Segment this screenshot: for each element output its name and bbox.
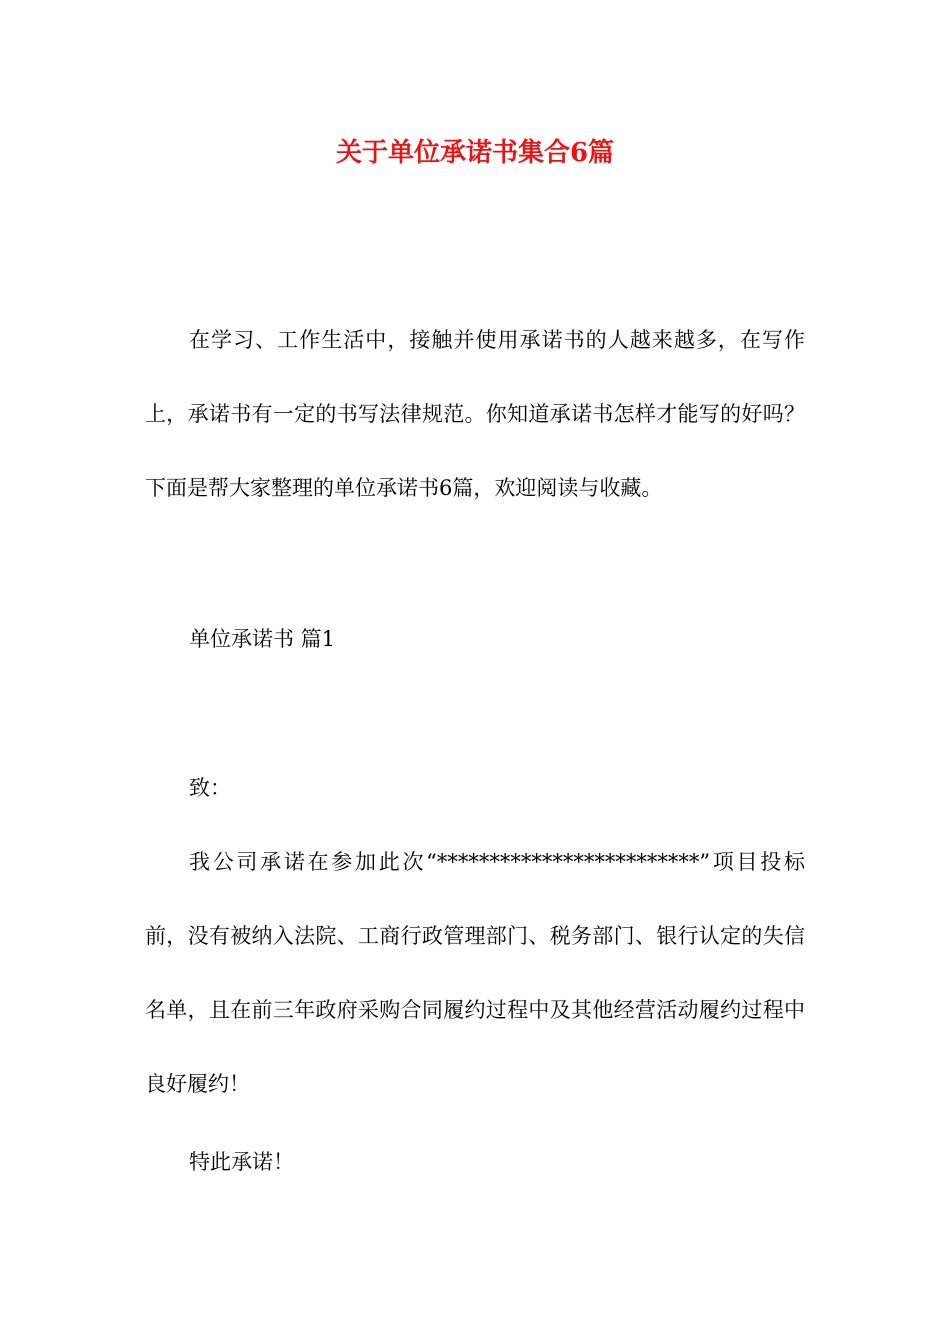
salutation: 致： xyxy=(189,776,231,800)
closing-line: 特此承诺！ xyxy=(189,1150,294,1174)
document-title: 关于单位承诺书集合6篇 xyxy=(335,138,615,168)
section-heading: 单位承诺书 篇1 xyxy=(189,627,336,651)
body-paragraph: 我公司承诺在参加此次“*************************”项目投标前，没有被纳入法院、工商行政管理部门、税务部门、银行认定的失信名单，且在前三年政府采购合同履约过程中及其他经营活动履约过程中良好履约！ xyxy=(145,850,805,1096)
intro-paragraph: 在学习、工作生活中，接触并使用承诺书的人越来越多，在写作上，承诺书有一定的书写法律规范。你知道承诺书怎样才能写的好吗？下面是帮大家整理的单位承诺书6篇，欢迎阅读与收藏。 xyxy=(145,328,805,500)
